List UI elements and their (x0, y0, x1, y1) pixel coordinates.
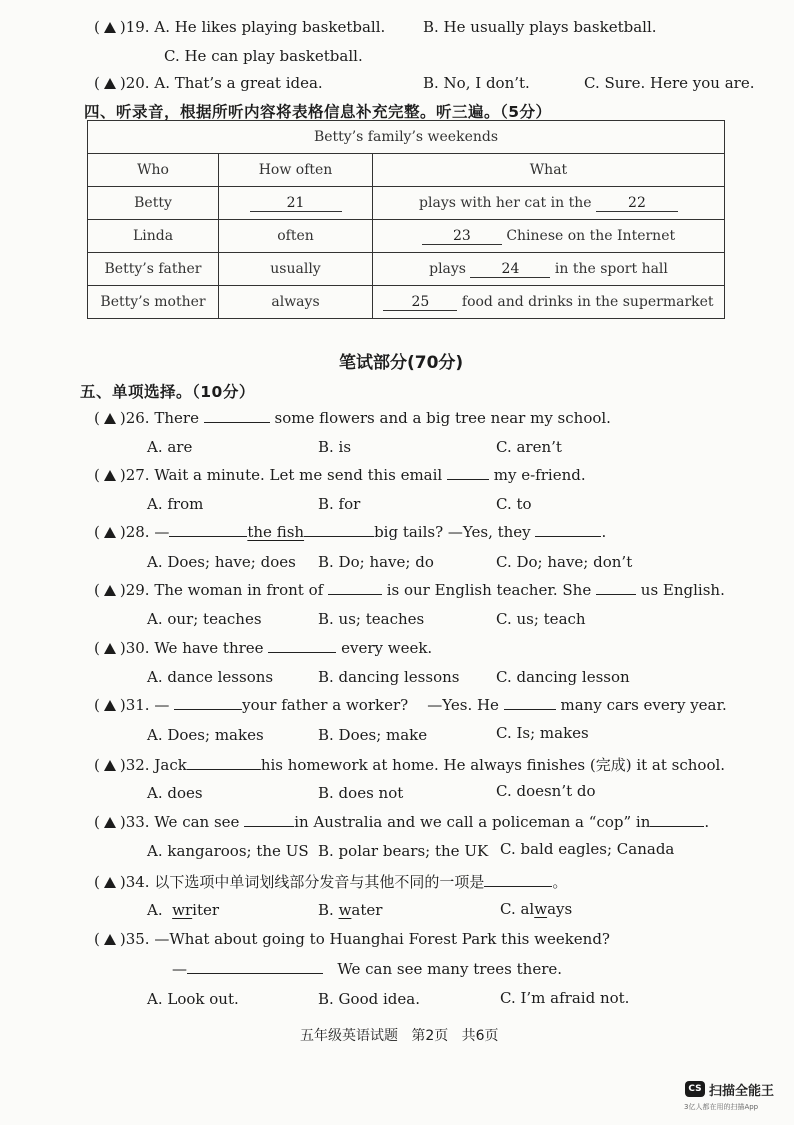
header-who: Who (88, 154, 219, 187)
question-33: ( )33. We can see in Australia and we call a policeman a “cop” in . (94, 813, 710, 831)
answer-paren[interactable]: ( (94, 409, 120, 427)
triangle-icon (104, 934, 116, 945)
answer-blank[interactable] (328, 594, 382, 595)
cell-who: Betty’s father (88, 253, 219, 286)
option-a[interactable]: A. That’s a great idea. (154, 74, 323, 92)
q31-option-a[interactable]: A. Does; makes (147, 726, 264, 744)
question-34: ( )34. 以下选项中单词划线部分发音与其他不同的一项是 。 (94, 873, 568, 891)
q28-option-c[interactable]: C. Do; have; don’t (496, 553, 633, 571)
q35-option-b[interactable]: B. Good idea. (318, 990, 420, 1008)
q28-option-b[interactable]: B. Do; have; do (318, 553, 434, 571)
question-19: ( )19. A. He likes playing basketball. (94, 18, 386, 36)
answer-paren[interactable]: ( (94, 523, 120, 541)
table-row (88, 220, 725, 253)
q26-option-a[interactable]: A. are (147, 438, 193, 456)
answer-paren[interactable]: ( (94, 873, 120, 891)
q33-option-a[interactable]: A. kangaroos; the US (147, 842, 309, 860)
blank-23[interactable]: 23 (422, 228, 502, 245)
answer-blank[interactable] (504, 709, 556, 710)
family-weekends-table (87, 120, 725, 319)
header-what: What (373, 154, 725, 187)
answer-blank[interactable] (169, 536, 247, 537)
header-how-often: How often (219, 154, 373, 187)
table-row (88, 187, 725, 220)
answer-blank[interactable] (304, 536, 374, 537)
q27-option-a[interactable]: A. from (147, 495, 204, 513)
question-31: ( )31. — your father a worker? —Yes. He many cars every year. (94, 696, 727, 714)
triangle-icon (104, 22, 116, 33)
question-20: ( )20. A. That’s a great idea. (94, 74, 323, 92)
answer-paren[interactable]: ( (94, 466, 120, 484)
triangle-icon (104, 527, 116, 538)
q20-option-c[interactable]: C. Sure. Here you are. (584, 74, 755, 92)
cell-who: Linda (88, 220, 219, 253)
q27-option-b[interactable]: B. for (318, 495, 361, 513)
q27-option-c[interactable]: C. to (496, 495, 532, 513)
q28-option-a[interactable]: A. Does; have; does (147, 553, 296, 571)
q35-line-2: — We can see many trees there. (172, 960, 563, 978)
answer-blank[interactable] (244, 826, 294, 827)
q33-option-b[interactable]: B. polar bears; the UK (318, 842, 489, 860)
blank-24[interactable]: 24 (470, 261, 550, 278)
q20-option-b[interactable]: B. No, I don’t. (423, 74, 530, 92)
q29-option-b[interactable]: B. us; teaches (318, 610, 425, 628)
section-4-title: 四、听录音，根据所听内容将表格信息补充完整。听三遍。（5分） (84, 103, 552, 121)
q35-option-c[interactable]: C. I’m afraid not. (500, 989, 630, 1007)
q31-option-c[interactable]: C. Is; makes (496, 724, 589, 742)
blank-25[interactable]: 25 (383, 294, 457, 311)
q29-option-c[interactable]: C. us; teach (496, 610, 586, 628)
watermark-name: 扫描全能王 (709, 1084, 775, 1099)
answer-paren[interactable]: ( (94, 696, 120, 714)
cell-how-often: usually (219, 253, 373, 286)
answer-blank[interactable] (447, 479, 489, 480)
blank-22[interactable]: 22 (596, 195, 678, 212)
triangle-icon (104, 643, 116, 654)
question-30: ( )30. We have three every week. (94, 639, 433, 657)
triangle-icon (104, 413, 116, 424)
option-a[interactable]: A. He likes playing basketball. (154, 18, 386, 36)
cell-what: plays 24 in the sport hall (373, 253, 725, 286)
answer-paren[interactable]: ( (94, 639, 120, 657)
cell-what: 23 Chinese on the Internet (373, 220, 725, 253)
answer-blank[interactable] (535, 536, 601, 537)
table-row (88, 253, 725, 286)
question-32: ( )32. Jack his homework at home. He always finishes (完成) it at school. (94, 756, 726, 774)
cell-how-often: always (219, 286, 373, 319)
triangle-icon (104, 760, 116, 771)
cell-what: 25 food and drinks in the supermarket (373, 286, 725, 319)
answer-blank[interactable] (187, 769, 261, 770)
written-part-heading: 笔试部分(70分) (339, 353, 464, 373)
cell-who: Betty’s mother (88, 286, 219, 319)
answer-blank[interactable] (596, 594, 636, 595)
answer-blank[interactable] (187, 973, 323, 974)
q26-option-b[interactable]: B. is (318, 438, 352, 456)
question-28: ( )28. — the fish big tails? —Yes, they . (94, 523, 607, 541)
q32-option-c[interactable]: C. doesn’t do (496, 782, 596, 800)
answer-blank[interactable] (204, 422, 270, 423)
blank-21[interactable]: 21 (250, 195, 342, 212)
answer-blank[interactable] (268, 652, 336, 653)
page-footer: 五年级英语试题 第2页 共6页 (300, 1028, 499, 1044)
triangle-icon (104, 817, 116, 828)
q32-option-a[interactable]: A. does (147, 784, 203, 802)
answer-paren[interactable]: ( (94, 930, 120, 948)
question-29: ( )29. The woman in front of is our English teacher. She us English. (94, 581, 725, 599)
cell-who: Betty (88, 187, 219, 220)
cell-how-often (219, 187, 373, 220)
triangle-icon (104, 470, 116, 481)
q26-option-c[interactable]: C. aren’t (496, 438, 562, 456)
answer-blank[interactable] (484, 886, 552, 887)
q34-option-c[interactable]: C. always (500, 900, 573, 918)
answer-paren[interactable]: ( (94, 581, 120, 599)
q30-option-c[interactable]: C. dancing lesson (496, 668, 630, 686)
question-35: ( )35. —What about going to Huanghai Forest Park this weekend? (94, 930, 610, 948)
q32-option-b[interactable]: B. does not (318, 784, 404, 802)
q19-option-b[interactable]: B. He usually plays basketball. (423, 18, 657, 36)
camscanner-logo: CS (685, 1081, 705, 1097)
watermark-tagline: 3亿人都在用的扫描App (684, 1103, 759, 1111)
q29-option-a[interactable]: A. our; teaches (147, 610, 262, 628)
table-title: Betty’s family’s weekends (88, 121, 725, 154)
q34-option-b[interactable]: B. water (318, 901, 383, 919)
table-row (88, 286, 725, 319)
answer-paren[interactable]: ( (94, 18, 120, 36)
triangle-icon (104, 700, 116, 711)
q30-option-b[interactable]: B. dancing lessons (318, 668, 460, 686)
q31-option-b[interactable]: B. Does; make (318, 726, 428, 744)
triangle-icon (104, 78, 116, 89)
question-27: ( )27. Wait a minute. Let me send this email my e-friend. (94, 466, 586, 484)
answer-blank[interactable] (650, 826, 704, 827)
question-26: ( )26. There some flowers and a big tree near my school. (94, 409, 611, 427)
q19-option-c[interactable]: C. He can play basketball. (164, 47, 363, 65)
q33-option-c[interactable]: C. bald eagles; Canada (500, 840, 675, 858)
cell-what: plays with her cat in the 22 (373, 187, 725, 220)
q35-option-a[interactable]: A. Look out. (147, 990, 239, 1008)
triangle-icon (104, 877, 116, 888)
answer-paren[interactable]: ( (94, 756, 120, 774)
answer-paren[interactable]: ( (94, 813, 120, 831)
answer-blank[interactable] (174, 709, 242, 710)
triangle-icon (104, 585, 116, 596)
q30-option-a[interactable]: A. dance lessons (147, 668, 274, 686)
cell-how-often: often (219, 220, 373, 253)
answer-paren[interactable]: ( (94, 74, 120, 92)
q34-option-a[interactable]: A. writer (147, 901, 220, 919)
section-5-title: 五、单项选择。（10分） (80, 383, 255, 401)
